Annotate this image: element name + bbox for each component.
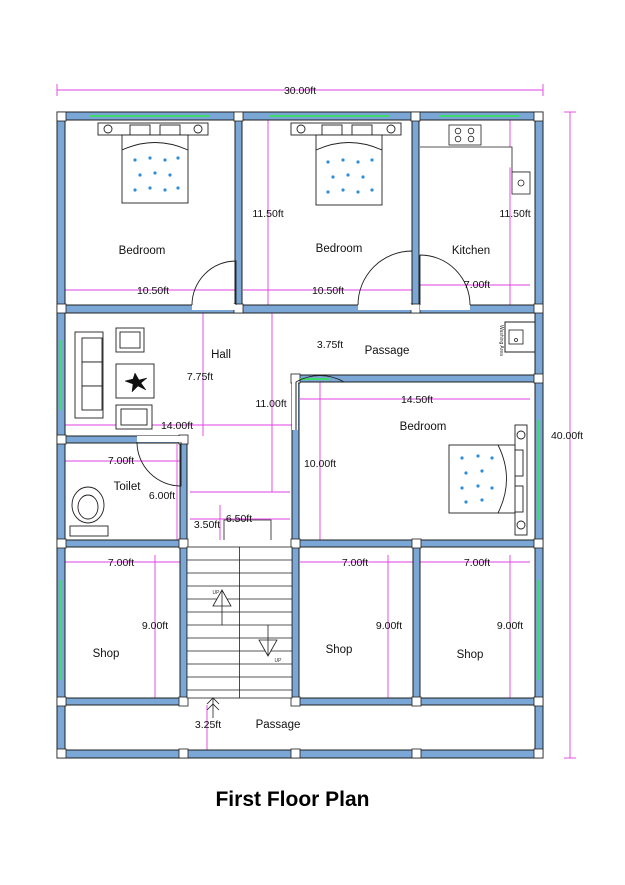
stove-icon <box>420 125 530 194</box>
dim-shop3-width: 7.00ft <box>463 557 491 569</box>
dim-shop3-depth: 9.00ft <box>496 620 524 632</box>
dim-overall-depth: 40.00ft <box>550 430 584 442</box>
dim-bedroom1-width: 10.50ft <box>136 285 170 297</box>
room-label-bedroom-3: Bedroom <box>399 421 447 433</box>
dim-stair-depth: 11.00ft <box>255 398 287 410</box>
dim-bedroom2-width: 10.50ft <box>311 285 345 297</box>
dim-bedroom3-depth: 10.00ft <box>303 458 337 470</box>
washing-area-label: Washing Area <box>498 325 504 356</box>
sofa-icon <box>75 328 154 429</box>
room-label-bedroom-1: Bedroom <box>118 245 166 257</box>
room-label-kitchen: Kitchen <box>451 245 491 257</box>
room-label-bedroom-2: Bedroom <box>315 243 363 255</box>
stair <box>187 520 292 718</box>
plan-title: First Floor Plan <box>215 788 370 811</box>
sink-icon <box>509 330 523 344</box>
dim-toilet-width: 7.00ft <box>107 455 135 467</box>
walls <box>57 112 543 758</box>
dim-shop1-width: 7.00ft <box>107 557 135 569</box>
dim-hall-width: 14.00ft <box>160 420 194 432</box>
dim-toilet-depth: 6.00ft <box>148 490 176 502</box>
room-label-shop-1: Shop <box>92 648 120 660</box>
room-label-toilet: Toilet <box>113 481 141 493</box>
room-label-shop-3: Shop <box>456 649 484 661</box>
dim-shop1-depth: 9.00ft <box>141 620 169 632</box>
dim-hall-depth: 7.75ft <box>186 371 214 383</box>
stair-up-label: UP <box>212 590 220 596</box>
dim-bedroom2-depth: 11.50ft <box>252 208 284 220</box>
dim-front-passage-depth: 3.25ft <box>194 719 222 731</box>
dim-landing-width: 6.50ft <box>225 513 253 525</box>
dim-kitchen-depth: 11.50ft <box>499 208 531 220</box>
dim-bedroom3-width: 14.50ft <box>400 394 434 406</box>
bed-icon <box>98 123 208 203</box>
room-label-passage: Passage <box>364 345 410 357</box>
bed-icon <box>291 123 401 205</box>
bed-icon <box>449 425 527 535</box>
columns <box>57 112 543 758</box>
dim-passage-depth: 3.75ft <box>316 339 344 351</box>
dim-overall-width: 30.00ft <box>283 85 317 97</box>
dim-landing-depth: 3.50ft <box>193 519 221 531</box>
stair-up-label: UP <box>274 658 282 664</box>
dim-kitchen-width: 7.00ft <box>463 279 491 291</box>
room-label-hall: Hall <box>211 349 231 361</box>
toilet-icon <box>70 487 108 536</box>
room-label-shop-2: Shop <box>325 644 353 656</box>
room-label-front-passage: Passage <box>255 719 301 731</box>
dim-shop2-width: 7.00ft <box>341 557 369 569</box>
dim-shop2-depth: 9.00ft <box>375 620 403 632</box>
